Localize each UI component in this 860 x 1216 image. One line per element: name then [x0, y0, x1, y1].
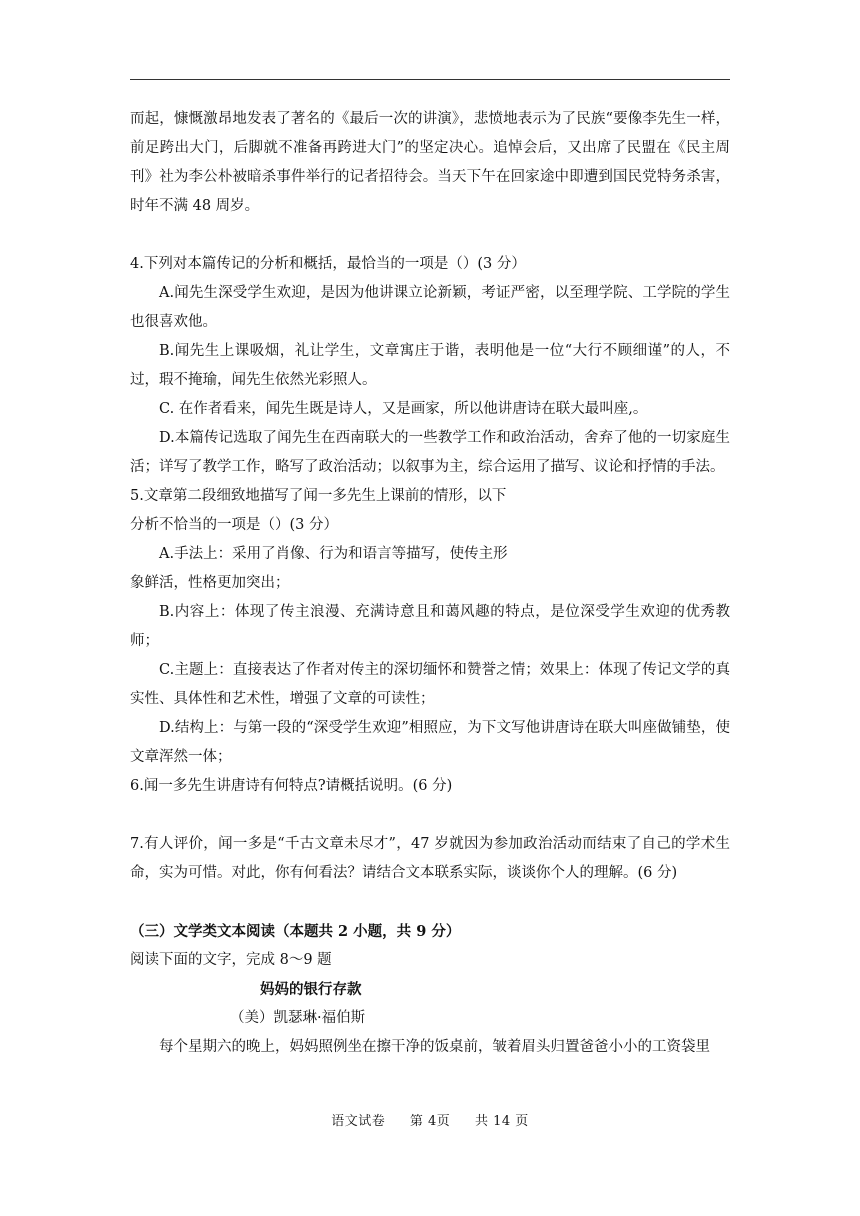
article-author: （美）凯瑟琳·福伯斯 [230, 1010, 366, 1026]
question-5-stem-line2: 分析不恰当的一项是（）(3 分） [130, 517, 338, 533]
page-footer [0, 1110, 860, 1129]
header-rule [130, 79, 730, 80]
article-title: 妈妈的银行存款 [260, 981, 362, 998]
footer-subject: 语文试卷 [331, 1114, 386, 1129]
footer-total-pages: 共 14 页 [474, 1114, 529, 1129]
intro-paragraph: 而起，慷慨激昂地发表了著名的《最后一次的讲演》，悲愤地表示为了民族“要像李先生一样，前足跨出大门，后脚就不准备再跨进大门”的坚定决心。追悼会后，又出席了民盟在《民主周刊》社为李公朴被暗杀事件举行的记者招待会。当天下午在回家途中即遭到国民党特务杀害，时年不满 48 周岁。 [130, 111, 730, 214]
question-7: 7.有人评价，闻一多是“千古文章未尽才”，47 岁就因为参加政治活动而结束了自己的学术生命，实为可惜。对此，你有何看法？请结合文本联系实际，谈谈你个人的理解。(6 分) [130, 836, 730, 881]
q5-option-a-line1: A.手法上：采用了肖像、行为和语言等描写，使传主形 [159, 546, 508, 562]
question-5-stem-line1: 5.文章第二段细致地描写了闻一多先生上课前的情形，以下 [130, 488, 507, 504]
q4-option-a: A.闻先生深受学生欢迎，是因为他讲课立论新颖，考证严密，以至理学院、工学院的学生也很喜欢他。 [130, 285, 730, 330]
section-3-instruction: 阅读下面的文字，完成 8～9 题 [130, 952, 332, 968]
q5-option-b: B.内容上：体现了传主浪漫、充满诗意且和蔼风趣的特点，是位深受学生欢迎的优秀教师； [130, 604, 730, 649]
footer-page-number: 第 4页 [409, 1114, 451, 1129]
question-6: 6.闻一多先生讲唐诗有何特点?请概括说明。(6 分) [130, 778, 453, 794]
q4-option-b: B.闻先生上课吸烟，礼让学生，文章寓庄于谐，表明他是一位“大行不顾细谨”的人，不过，瑕不掩瑜，闻先生依然光彩照人。 [130, 343, 730, 388]
q5-option-c: C.主题上：直接表达了作者对传主的深切缅怀和赞誉之情；效果上：体现了传记文学的真实性、具体性和艺术性，增强了文章的可读性； [130, 662, 730, 707]
page-content [130, 105, 730, 1062]
q4-option-c: C. 在作者看来，闻先生既是诗人，又是画家，所以他讲唐诗在联大最叫座,。 [159, 401, 648, 417]
section-3-heading: （三）文学类文本阅读（本题共 2 小题，共 9 分） [130, 923, 461, 940]
q5-option-a-line2: 象鲜活，性格更加突出； [130, 575, 290, 591]
question-4-stem: 4.下列对本篇传记的分析和概括，最恰当的一项是（）(3 分） [130, 256, 526, 272]
q5-option-d: D.结构上：与第一段的“深受学生欢迎”相照应，为下文写他讲唐诗在联大叫座做铺垫，使文章浑然一体； [130, 720, 730, 765]
q4-option-d: D.本篇传记选取了闻先生在西南联大的一些教学工作和政治活动，舍弃了他的一切家庭生活；详写了教学工作，略写了政治活动；以叙事为主，综合运用了描写、议论和抒情的手法。 [130, 430, 730, 475]
article-first-line: 每个星期六的晚上，妈妈照例坐在擦干净的饭桌前，皱着眉头归置爸爸小小的工资袋里 [159, 1039, 710, 1055]
